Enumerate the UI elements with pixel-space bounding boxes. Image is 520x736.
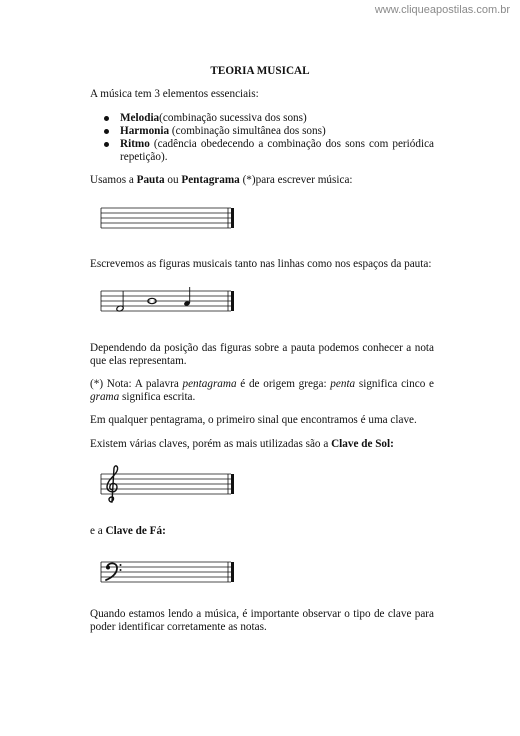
quarter-note-icon [183, 287, 190, 307]
term-ritmo: Ritmo [120, 138, 150, 150]
position-sentence: Dependendo da posição das figuras sobre a pauta podemos conhecer a nota que elas representam. [90, 342, 434, 367]
list-item: Melodia(combinação sucessiva dos sons) [104, 112, 434, 125]
closing-paragraph: Quando estamos lendo a música, é importante observar o tipo de clave para poder identificar corretamente as notas. [90, 608, 434, 633]
elements-list [104, 112, 434, 164]
treble-clef-staff [100, 462, 236, 506]
fa-sentence: e a Clave de Fá: [90, 525, 166, 537]
term-melodia: Melodia [120, 112, 160, 124]
list-item: Ritmo (cadência obedecendo a combinação dos sons com periódica repetição). [104, 138, 434, 164]
page-title: TEORIA MUSICAL [210, 65, 310, 77]
staff-sentence: Usamos a Pauta ou Pentagrama (*)para escrever música: [90, 174, 353, 186]
clef-sentence: Em qualquer pentagrama, o primeiro sinal que encontramos é uma clave. [90, 414, 417, 426]
empty-staff [100, 205, 236, 235]
note-paragraph: (*) Nota: A palavra pentagrama é de origem grega: penta significa cinco e grama significa escrita. [90, 378, 434, 403]
intro-text: A música tem 3 elementos essenciais: [90, 88, 259, 100]
site-watermark: www.cliqueapostilas.com.br [374, 4, 510, 16]
sol-sentence: Existem várias claves, porém as mais utilizadas são a Clave de Sol: [90, 438, 394, 450]
notes-staff [100, 282, 236, 318]
half-note-icon [116, 291, 124, 312]
list-item: Harmonia (combinação simultânea dos sons) [104, 125, 434, 138]
figures-sentence: Escrevemos as figuras musicais tanto nas linhas como nos espaços da pauta: [90, 258, 432, 270]
bass-clef-staff [100, 558, 236, 586]
term-harmonia: Harmonia [120, 125, 170, 137]
